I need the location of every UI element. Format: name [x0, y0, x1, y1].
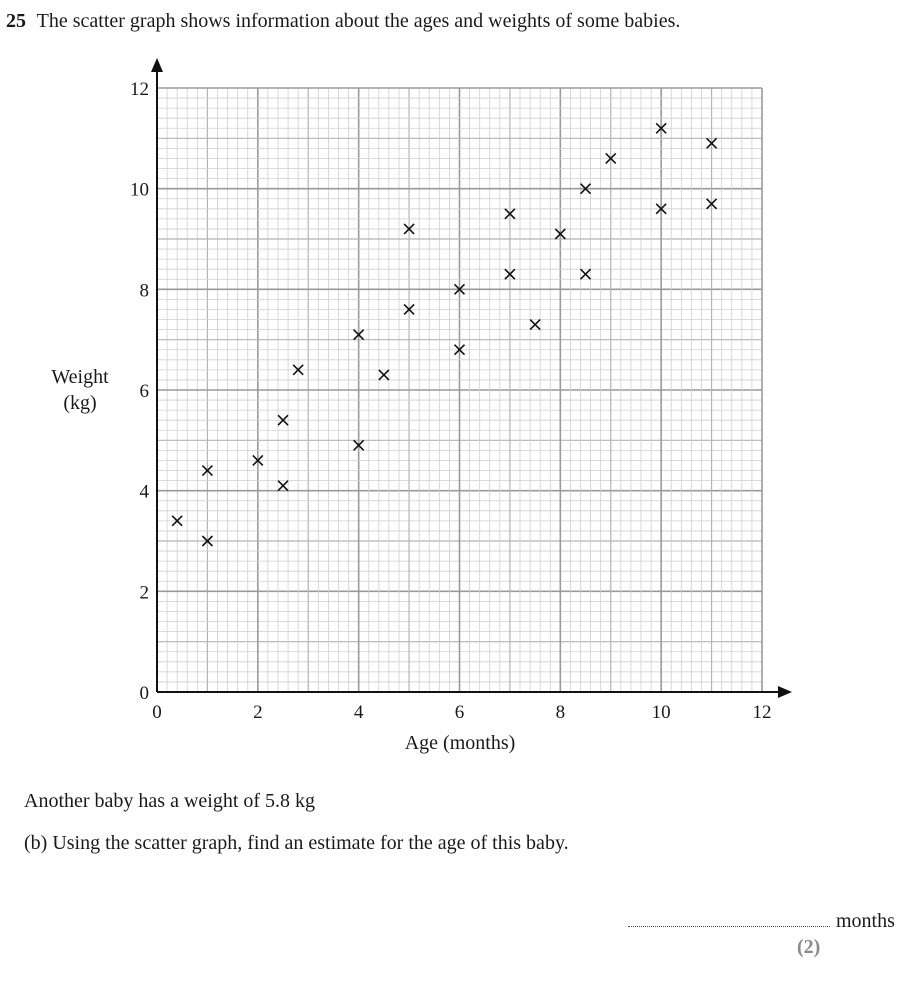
answer-unit: months	[836, 910, 895, 932]
x-tick-label: 10	[651, 702, 671, 723]
data-point	[379, 370, 389, 380]
answer-line[interactable]	[628, 926, 830, 927]
x-axis-arrow-icon	[778, 686, 792, 698]
y-tick-label: 2	[139, 582, 149, 604]
y-tick-label: 8	[139, 280, 149, 302]
y-tick-label: 0	[139, 683, 149, 704]
part-b-prompt: (b) Using the scatter graph, find an estimate for the age of this baby.	[24, 832, 569, 854]
x-tick-label: 8	[555, 702, 566, 723]
y-tick-label: 4	[139, 481, 149, 503]
data-point	[581, 269, 591, 279]
y-axis-label-line2: (kg)	[63, 392, 97, 414]
y-tick-label: 6	[139, 381, 149, 402]
grid	[157, 88, 762, 692]
y-axis-arrow-icon	[151, 58, 163, 72]
question-text: The scatter graph shows information about the ages and weights of some babies.	[36, 10, 681, 32]
x-tick-label: 4	[353, 702, 364, 723]
tick-labels	[130, 79, 772, 723]
y-tick-label: 12	[130, 79, 149, 100]
y-axis-label-line1: Weight	[51, 366, 109, 388]
x-tick-label: 12	[752, 702, 772, 723]
x-tick-label: 0	[152, 702, 162, 723]
axes	[151, 58, 792, 698]
y-tick-label: 10	[130, 179, 149, 201]
x-tick-label: 2	[253, 702, 263, 723]
data-point	[278, 481, 288, 491]
marks-indicator: (2)	[797, 936, 821, 958]
x-tick-label: 6	[454, 702, 465, 723]
y-axis-label	[40, 364, 120, 416]
data-points	[172, 123, 716, 546]
x-axis-label: Age (months)	[404, 732, 516, 754]
question-number: 25	[6, 10, 26, 32]
part-b-intro: Another baby has a weight of 5.8 kg	[24, 790, 316, 812]
data-point	[530, 320, 540, 330]
